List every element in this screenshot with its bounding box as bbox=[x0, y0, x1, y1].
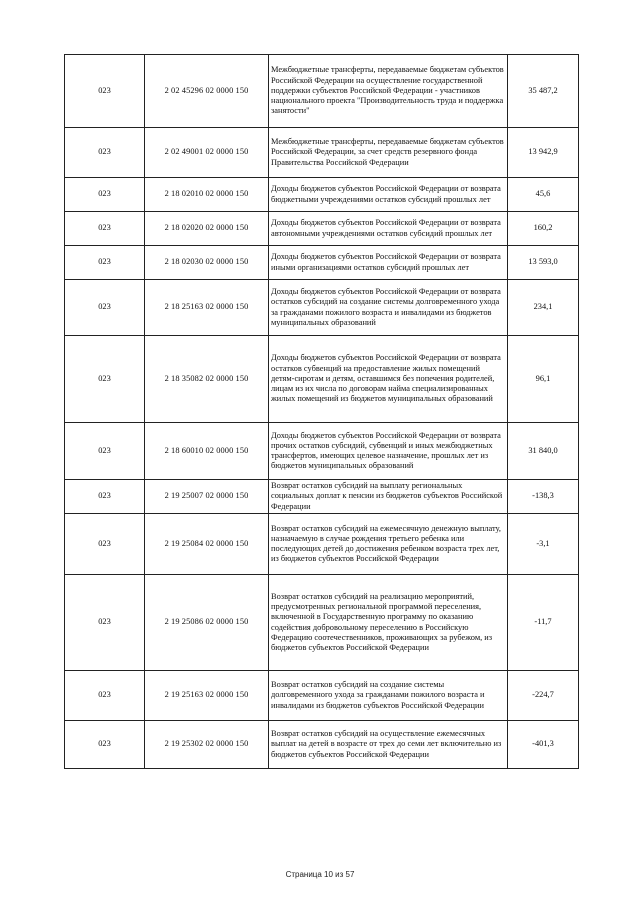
income-name-cell: Доходы бюджетов субъектов Российской Федерации от возврата остатков субсидий на создание системы долговременного ухода за гражданами пожилого возраста и инвалидами из бюджетов муниципальных образований bbox=[269, 280, 508, 336]
income-name-cell: Возврат остатков субсидий на реализацию мероприятий, предусмотренных региональной программой переселения, включенной в Государственную программу по оказанию содействия добровольному переселению в Российскую Федерацию соотечественников, проживающих за рубежом, из бюджетов субъектов Российской Федерации bbox=[269, 575, 508, 671]
admin-code-cell: 023 bbox=[65, 336, 145, 423]
income-name-cell: Доходы бюджетов субъектов Российской Федерации от возврата бюджетными учреждениями остатков субсидий прошлых лет bbox=[269, 178, 508, 212]
budget-code-cell: 2 19 25163 02 0000 150 bbox=[145, 671, 269, 721]
table-row bbox=[65, 246, 579, 280]
income-name-cell: Доходы бюджетов субъектов Российской Федерации от возврата остатков субвенций на предоставление жилых помещений детям-сиротам и детям, оставшимся без попечения родителей, лицам из их числа по договорам найма специализированных жилых помещений из бюджетов муниципальных образований bbox=[269, 336, 508, 423]
amount-cell: 96,1 bbox=[508, 336, 579, 423]
income-name-cell: Возврат остатков субсидий на выплату региональных социальных доплат к пенсии из бюджетов субъектов Российской Федерации bbox=[269, 480, 508, 514]
table-row bbox=[65, 128, 579, 178]
admin-code-cell: 023 bbox=[65, 128, 145, 178]
table-row bbox=[65, 178, 579, 212]
admin-code-cell: 023 bbox=[65, 575, 145, 671]
income-name-cell: Доходы бюджетов субъектов Российской Федерации от возврата иными организациями остатков субсидий прошлых лет bbox=[269, 246, 508, 280]
admin-code-cell: 023 bbox=[65, 246, 145, 280]
table-row bbox=[65, 55, 579, 128]
income-name-cell: Возврат остатков субсидий на осуществление ежемесячных выплат на детей в возрасте от трех до семи лет включительно из бюджетов субъектов Российской Федерации bbox=[269, 721, 508, 769]
amount-cell: 35 487,2 bbox=[508, 55, 579, 128]
amount-cell: 234,1 bbox=[508, 280, 579, 336]
income-name-cell: Доходы бюджетов субъектов Российской Федерации от возврата автономными учреждениями остатков субсидий прошлых лет bbox=[269, 212, 508, 246]
income-name-cell: Возврат остатков субсидий на создание системы долговременного ухода за гражданами пожилого возраста и инвалидами из бюджетов субъектов Российской Федерации bbox=[269, 671, 508, 721]
admin-code-cell: 023 bbox=[65, 721, 145, 769]
budget-code-cell: 2 18 25163 02 0000 150 bbox=[145, 280, 269, 336]
budget-code-cell: 2 19 25302 02 0000 150 bbox=[145, 721, 269, 769]
amount-cell: 13 942,9 bbox=[508, 128, 579, 178]
budget-code-cell: 2 18 02010 02 0000 150 bbox=[145, 178, 269, 212]
income-name-cell: Доходы бюджетов субъектов Российской Федерации от возврата прочих остатков субсидий, субвенций и иных межбюджетных трансфертов, имеющих целевое назначение, прошлых лет из бюджетов муниципальных образований bbox=[269, 423, 508, 480]
table-row bbox=[65, 480, 579, 514]
table-row bbox=[65, 336, 579, 423]
amount-cell: -224,7 bbox=[508, 671, 579, 721]
table-row bbox=[65, 423, 579, 480]
amount-cell: 45,6 bbox=[508, 178, 579, 212]
income-name-cell: Межбюджетные трансферты, передаваемые бюджетам субъектов Российской Федерации на осуществление государственной поддержки субъектов Российской Федерации - участников национального проекта "Производительность труда и поддержка занятости" bbox=[269, 55, 508, 128]
budget-code-cell: 2 19 25086 02 0000 150 bbox=[145, 575, 269, 671]
budget-code-cell: 2 19 25084 02 0000 150 bbox=[145, 514, 269, 575]
amount-cell: -138,3 bbox=[508, 480, 579, 514]
admin-code-cell: 023 bbox=[65, 280, 145, 336]
table-row bbox=[65, 514, 579, 575]
admin-code-cell: 023 bbox=[65, 178, 145, 212]
admin-code-cell: 023 bbox=[65, 212, 145, 246]
income-name-cell: Возврат остатков субсидий на ежемесячную денежную выплату, назначаемую в случае рождения третьего ребенка или последующих детей до достижения ребенком возраста трех лет, из бюджетов субъектов Российской Федерации bbox=[269, 514, 508, 575]
table-body bbox=[65, 55, 579, 769]
amount-cell: -401,3 bbox=[508, 721, 579, 769]
table-row bbox=[65, 671, 579, 721]
budget-code-cell: 2 02 45296 02 0000 150 bbox=[145, 55, 269, 128]
budget-code-cell: 2 19 25007 02 0000 150 bbox=[145, 480, 269, 514]
amount-cell: 31 840,0 bbox=[508, 423, 579, 480]
table-row bbox=[65, 280, 579, 336]
budget-code-cell: 2 18 60010 02 0000 150 bbox=[145, 423, 269, 480]
income-name-cell: Межбюджетные трансферты, передаваемые бюджетам субъектов Российской Федерации, за счет средств резервного фонда Правительства Российской Федерации bbox=[269, 128, 508, 178]
budget-code-cell: 2 18 02020 02 0000 150 bbox=[145, 212, 269, 246]
admin-code-cell: 023 bbox=[65, 514, 145, 575]
table-row bbox=[65, 721, 579, 769]
budget-revenue-table bbox=[64, 54, 579, 769]
admin-code-cell: 023 bbox=[65, 480, 145, 514]
admin-code-cell: 023 bbox=[65, 423, 145, 480]
budget-code-cell: 2 18 35082 02 0000 150 bbox=[145, 336, 269, 423]
table-row bbox=[65, 212, 579, 246]
admin-code-cell: 023 bbox=[65, 55, 145, 128]
budget-code-cell: 2 02 49001 02 0000 150 bbox=[145, 128, 269, 178]
amount-cell: 13 593,0 bbox=[508, 246, 579, 280]
amount-cell: 160,2 bbox=[508, 212, 579, 246]
budget-code-cell: 2 18 02030 02 0000 150 bbox=[145, 246, 269, 280]
page-number: Страница 10 из 57 bbox=[285, 870, 355, 879]
amount-cell: -11,7 bbox=[508, 575, 579, 671]
table-row bbox=[65, 575, 579, 671]
admin-code-cell: 023 bbox=[65, 671, 145, 721]
amount-cell: -3,1 bbox=[508, 514, 579, 575]
